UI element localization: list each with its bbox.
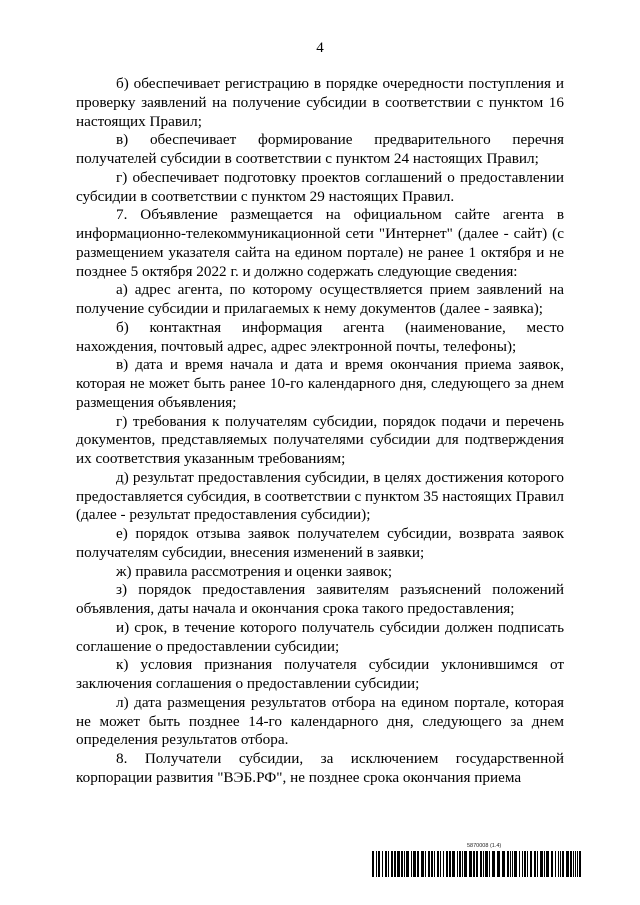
paragraph: з) порядок предоставления заявителям разъяснений положений объявления, даты начала и окончания срока такого предоставления; <box>76 581 564 617</box>
paragraph: ж) правила рассмотрения и оценки заявок; <box>116 562 393 580</box>
paragraph: г) обеспечивает подготовку проектов соглашений о предоставлении субсидии в соответствии с пунктом 29 настоящих Правил. <box>76 168 564 205</box>
paragraph: в) дата и время начала и дата и время окончания приема заявок, которая не может быть ранее 10-го календарного дня, следующего за днем размещения объявления; <box>76 356 564 411</box>
paragraph: е) порядок отзыва заявок получателем субсидии, возврата заявок получателям субсидии, внесения изменений в заявки; <box>76 525 564 561</box>
paragraph: 8. Получатели субсидии, за исключением государственной корпорации развития "ВЭБ.РФ", не позднее срока окончания приема <box>76 750 564 786</box>
document-body <box>76 75 564 788</box>
paragraph: б) обеспечивает регистрацию в порядке очередности поступления и проверку заявлений на получение субсидии в соответствии с пунктом 16 настоящих Правил; <box>76 75 564 130</box>
document-code: 5870008 (1.4) <box>467 843 502 849</box>
paragraph: 7. Объявление размещается на официальном сайте агента в информационно-телекоммуникационной сети "Интернет" (далее - сайт) (с размещением указателя сайта на едином портале) не ранее 1 октября и не позднее 5 октября 2022 г. и должно содержать следующие сведения: <box>76 206 564 280</box>
paragraph: г) требования к получателям субсидии, порядок подачи и перечень документов, представляемых получателями субсидии для подтверждения их соответствия указанным требованиям; <box>76 412 564 467</box>
page-number: 4 <box>316 40 324 56</box>
paragraph: б) контактная информация агента (наименование, место нахождения, почтовый адрес, адрес электронной почты, телефоны); <box>76 318 564 355</box>
paragraph: к) условия признания получателя субсидии уклонившимся от заключения соглашения о предоставлении субсидии; <box>76 656 564 692</box>
paragraph: л) дата размещения результатов отбора на едином портале, которая не может быть позднее 14-го календарного дня, следующего за днем определения результатов отбора. <box>76 693 564 749</box>
paragraph: в) обеспечивает формирование предварительного перечня получателей субсидии в соответствии с пунктом 24 настоящих Правил; <box>76 131 564 167</box>
paragraph: а) адрес агента, по которому осуществляется прием заявлений на получение субсидии и прилагаемых к нему документов (далее - заявка); <box>76 281 564 317</box>
paragraph: и) срок, в течение которого получатель субсидии должен подписать соглашение о предоставлении субсидии; <box>76 618 564 655</box>
barcode-icon <box>372 851 582 877</box>
paragraph: д) результат предоставления субсидии, в целях достижения которого предоставляется субсидия, в соответствии с пунктом 35 настоящих Правил (далее - результат предоставления субсидии); <box>76 468 564 524</box>
